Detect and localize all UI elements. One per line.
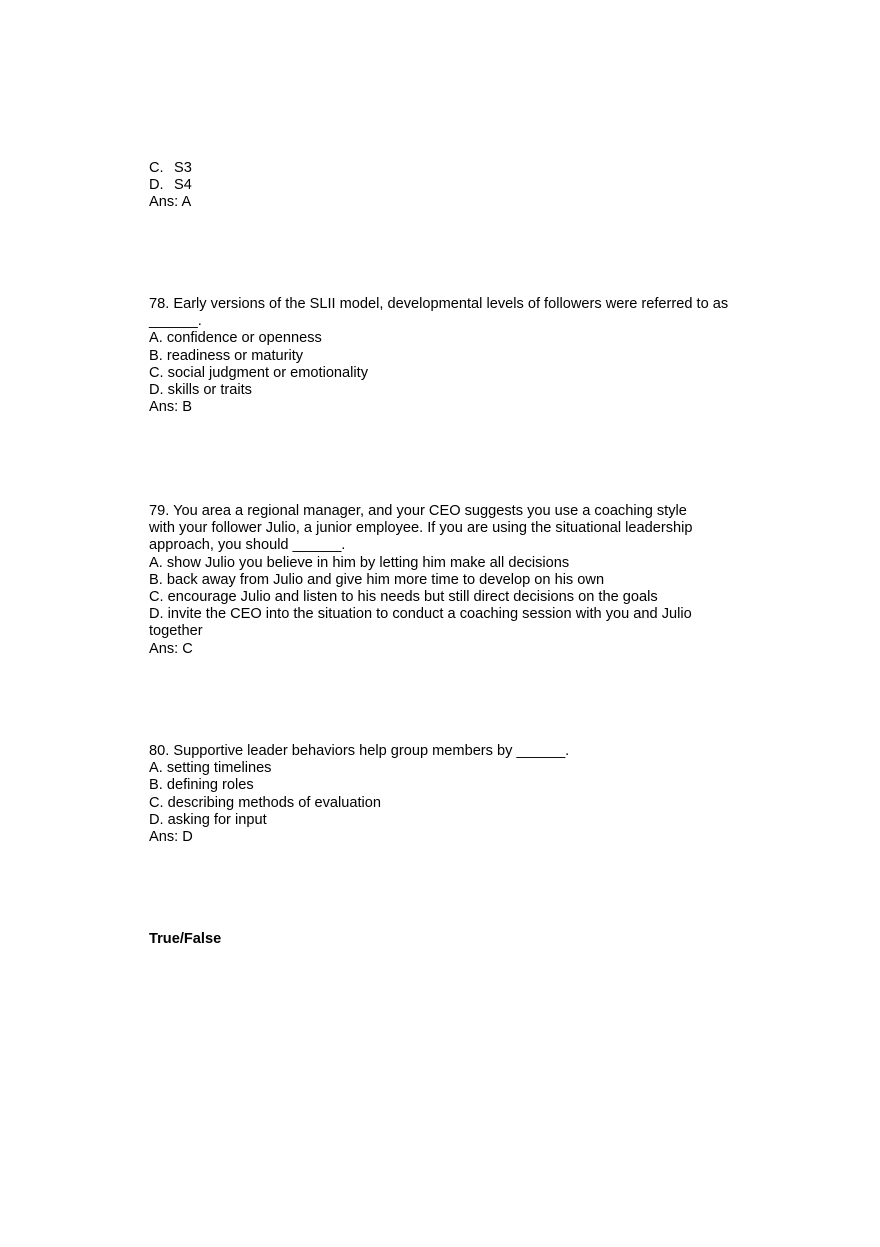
option-a: A. show Julio you believe in him by letting him make all decisions: [149, 554, 570, 571]
answer: Ans: C: [149, 640, 193, 657]
option-d: D. asking for input: [149, 811, 267, 828]
option-c: C. describing methods of evaluation: [149, 794, 382, 811]
option-b: B. defining roles: [149, 777, 254, 794]
option-a: A. confidence or openness: [149, 330, 322, 347]
option-c: C. encourage Julio and listen to his needs but still direct decisions on the goals: [149, 589, 658, 606]
question-stem: 80. Supportive leader behaviors help group members by ______.: [149, 743, 570, 759]
option-d: D. skills or traits: [149, 382, 252, 399]
option-a: A. setting timelines: [149, 760, 272, 777]
option-c: C. S3: [149, 160, 192, 176]
question-stem: 79. You area a regional manager, and your CEO suggests you use a coaching style with your follower Julio, a junior employee. If you are using the situational leadership approach, you should ______.: [149, 503, 693, 554]
question-79: [149, 503, 711, 658]
answer: Ans: B: [149, 399, 192, 416]
answer: Ans: D: [149, 829, 193, 846]
option-b: B. readiness or maturity: [149, 347, 304, 364]
question-78: [149, 296, 729, 416]
question-80: [149, 743, 739, 846]
option-d: D. S4: [149, 177, 192, 194]
question-stem: 78. Early versions of the SLII model, developmental levels of followers were referred to as ______.: [149, 296, 729, 330]
section-heading-true-false: True/False: [149, 931, 222, 947]
option-b: B. back away from Julio and give him more time to develop on his own: [149, 571, 605, 588]
answer: Ans: A: [149, 194, 192, 211]
option-d: D. invite the CEO into the situation to conduct a coaching session with you and Julio together: [149, 606, 692, 640]
question-77-tail: [149, 160, 739, 212]
option-c: C. social judgment or emotionality: [149, 364, 369, 381]
